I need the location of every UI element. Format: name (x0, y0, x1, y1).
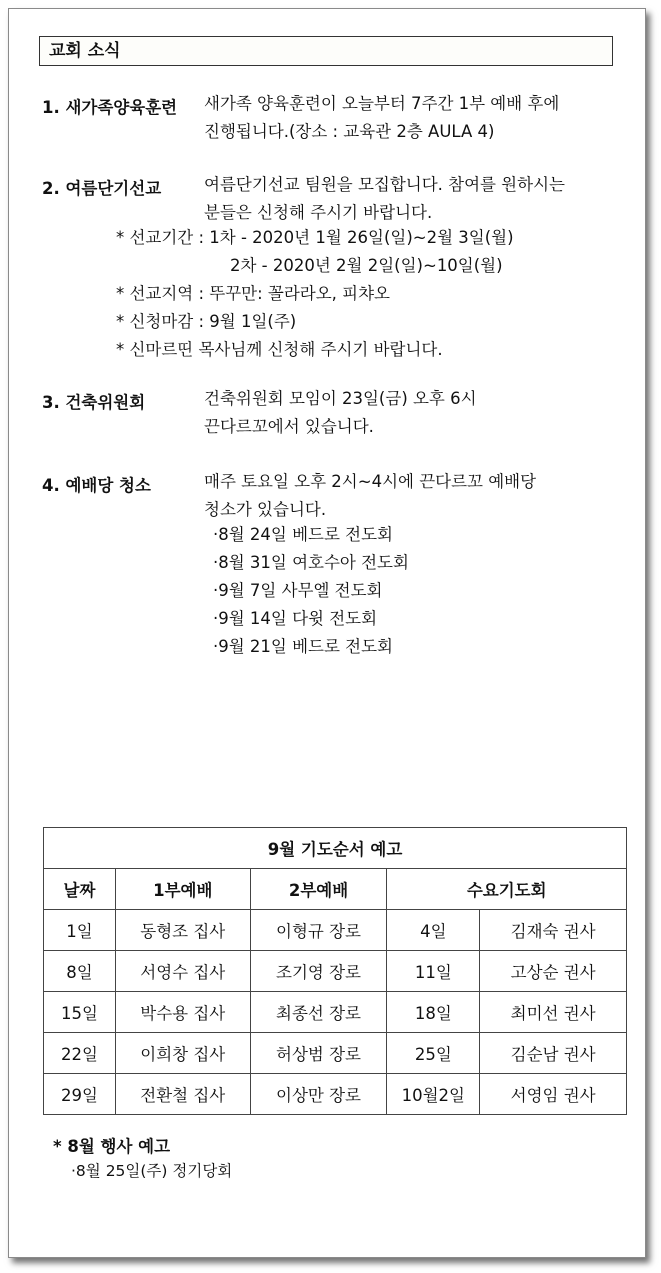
item-title: 2. 여름단기선교 (42, 179, 162, 198)
table-cell: 동형조 집사 (115, 910, 250, 951)
table-row (44, 910, 627, 951)
table-cell: 김재숙 권사 (480, 910, 627, 951)
table-cell: 이상만 장로 (250, 1074, 387, 1115)
cleaning-schedule-item: ·9월 21일 베드로 전도회 (213, 637, 393, 656)
column-header-wednesday: 수요기도회 (387, 869, 627, 910)
prayer-schedule-table (43, 827, 627, 1115)
table-row (44, 1033, 627, 1074)
table-cell: 서영수 집사 (115, 951, 250, 992)
item-title: 4. 예배당 청소 (42, 476, 151, 495)
section-header: 교회 소식 (39, 36, 613, 66)
item-body (204, 385, 629, 441)
table-cell: 29일 (44, 1074, 116, 1115)
application-contact: * 신마르띤 목사님께 신청해 주시기 바랍니다. (116, 340, 443, 359)
august-event-item: ·8월 25일(주) 정기당회 (71, 1162, 233, 1180)
table-cell: 10월2일 (387, 1074, 480, 1115)
item-line: 새가족 양육훈련이 오늘부터 7주간 1부 예배 후에 (204, 94, 560, 113)
mission-period-2: 2차 - 2020년 2월 2일(일)~10일(월) (230, 256, 503, 275)
item-line: 여름단기선교 팀원을 모집합니다. 참여를 원하시는 (204, 175, 565, 194)
table-title: 9월 기도순서 예고 (44, 828, 627, 869)
column-header-date: 날짜 (44, 869, 116, 910)
column-header-service-1: 1부예배 (115, 869, 250, 910)
table-cell: 1일 (44, 910, 116, 951)
august-event-notice-title: * 8월 행사 예고 (53, 1137, 171, 1156)
column-header-service-2: 2부예배 (250, 869, 387, 910)
item-body (204, 468, 629, 524)
table-cell: 4일 (387, 910, 480, 951)
table-row (44, 1074, 627, 1115)
table-cell: 김순남 권사 (480, 1033, 627, 1074)
mission-region: * 선교지역 : 뚜꾸만: 꼴라라오, 피챠오 (116, 284, 390, 303)
table-cell: 박수용 집사 (115, 992, 250, 1033)
table-cell: 이형규 장로 (250, 910, 387, 951)
item-line: 진행됩니다.(장소 : 교육관 2층 AULA 4) (204, 122, 495, 141)
item-title: 3. 건축위원회 (42, 393, 146, 412)
item-line: 분들은 신청해 주시기 바랍니다. (204, 203, 433, 222)
table-cell: 고상순 권사 (480, 951, 627, 992)
cleaning-schedule-item: ·8월 31일 여호수아 전도회 (213, 553, 409, 572)
table-cell: 22일 (44, 1033, 116, 1074)
table-cell: 허상범 장로 (250, 1033, 387, 1074)
cleaning-schedule-item: ·9월 14일 다윗 전도회 (213, 609, 378, 628)
cleaning-schedule-item: ·9월 7일 사무엘 전도회 (213, 581, 383, 600)
application-deadline: * 신청마감 : 9월 1일(주) (116, 312, 297, 331)
table-cell: 15일 (44, 992, 116, 1033)
table-cell: 최종선 장로 (250, 992, 387, 1033)
table-row (44, 951, 627, 992)
item-title: 1. 새가족양육훈련 (42, 98, 178, 117)
mission-period: * 선교기간 : 1차 - 2020년 1월 26일(일)~2월 3일(월) (116, 228, 514, 247)
bulletin-page (8, 8, 646, 1258)
item-line: 건축위원회 모임이 23일(금) 오후 6시 (204, 389, 477, 408)
table-cell: 이희창 집사 (115, 1033, 250, 1074)
table-cell: 25일 (387, 1033, 480, 1074)
cleaning-schedule-item: ·8월 24일 베드로 전도회 (213, 525, 393, 544)
table-cell: 8일 (44, 951, 116, 992)
item-body (204, 171, 629, 227)
item-body (204, 90, 629, 146)
item-line: 끈다르꼬에서 있습니다. (204, 417, 374, 436)
table-cell: 18일 (387, 992, 480, 1033)
table-row (44, 992, 627, 1033)
table-cell: 서영임 권사 (480, 1074, 627, 1115)
table-cell: 전환철 집사 (115, 1074, 250, 1115)
item-line: 매주 토요일 오후 2시~4시에 끈다르꼬 예배당 (204, 472, 537, 491)
table-cell: 11일 (387, 951, 480, 992)
table-cell: 최미선 권사 (480, 992, 627, 1033)
item-line: 청소가 있습니다. (204, 500, 327, 519)
table-cell: 조기영 장로 (250, 951, 387, 992)
